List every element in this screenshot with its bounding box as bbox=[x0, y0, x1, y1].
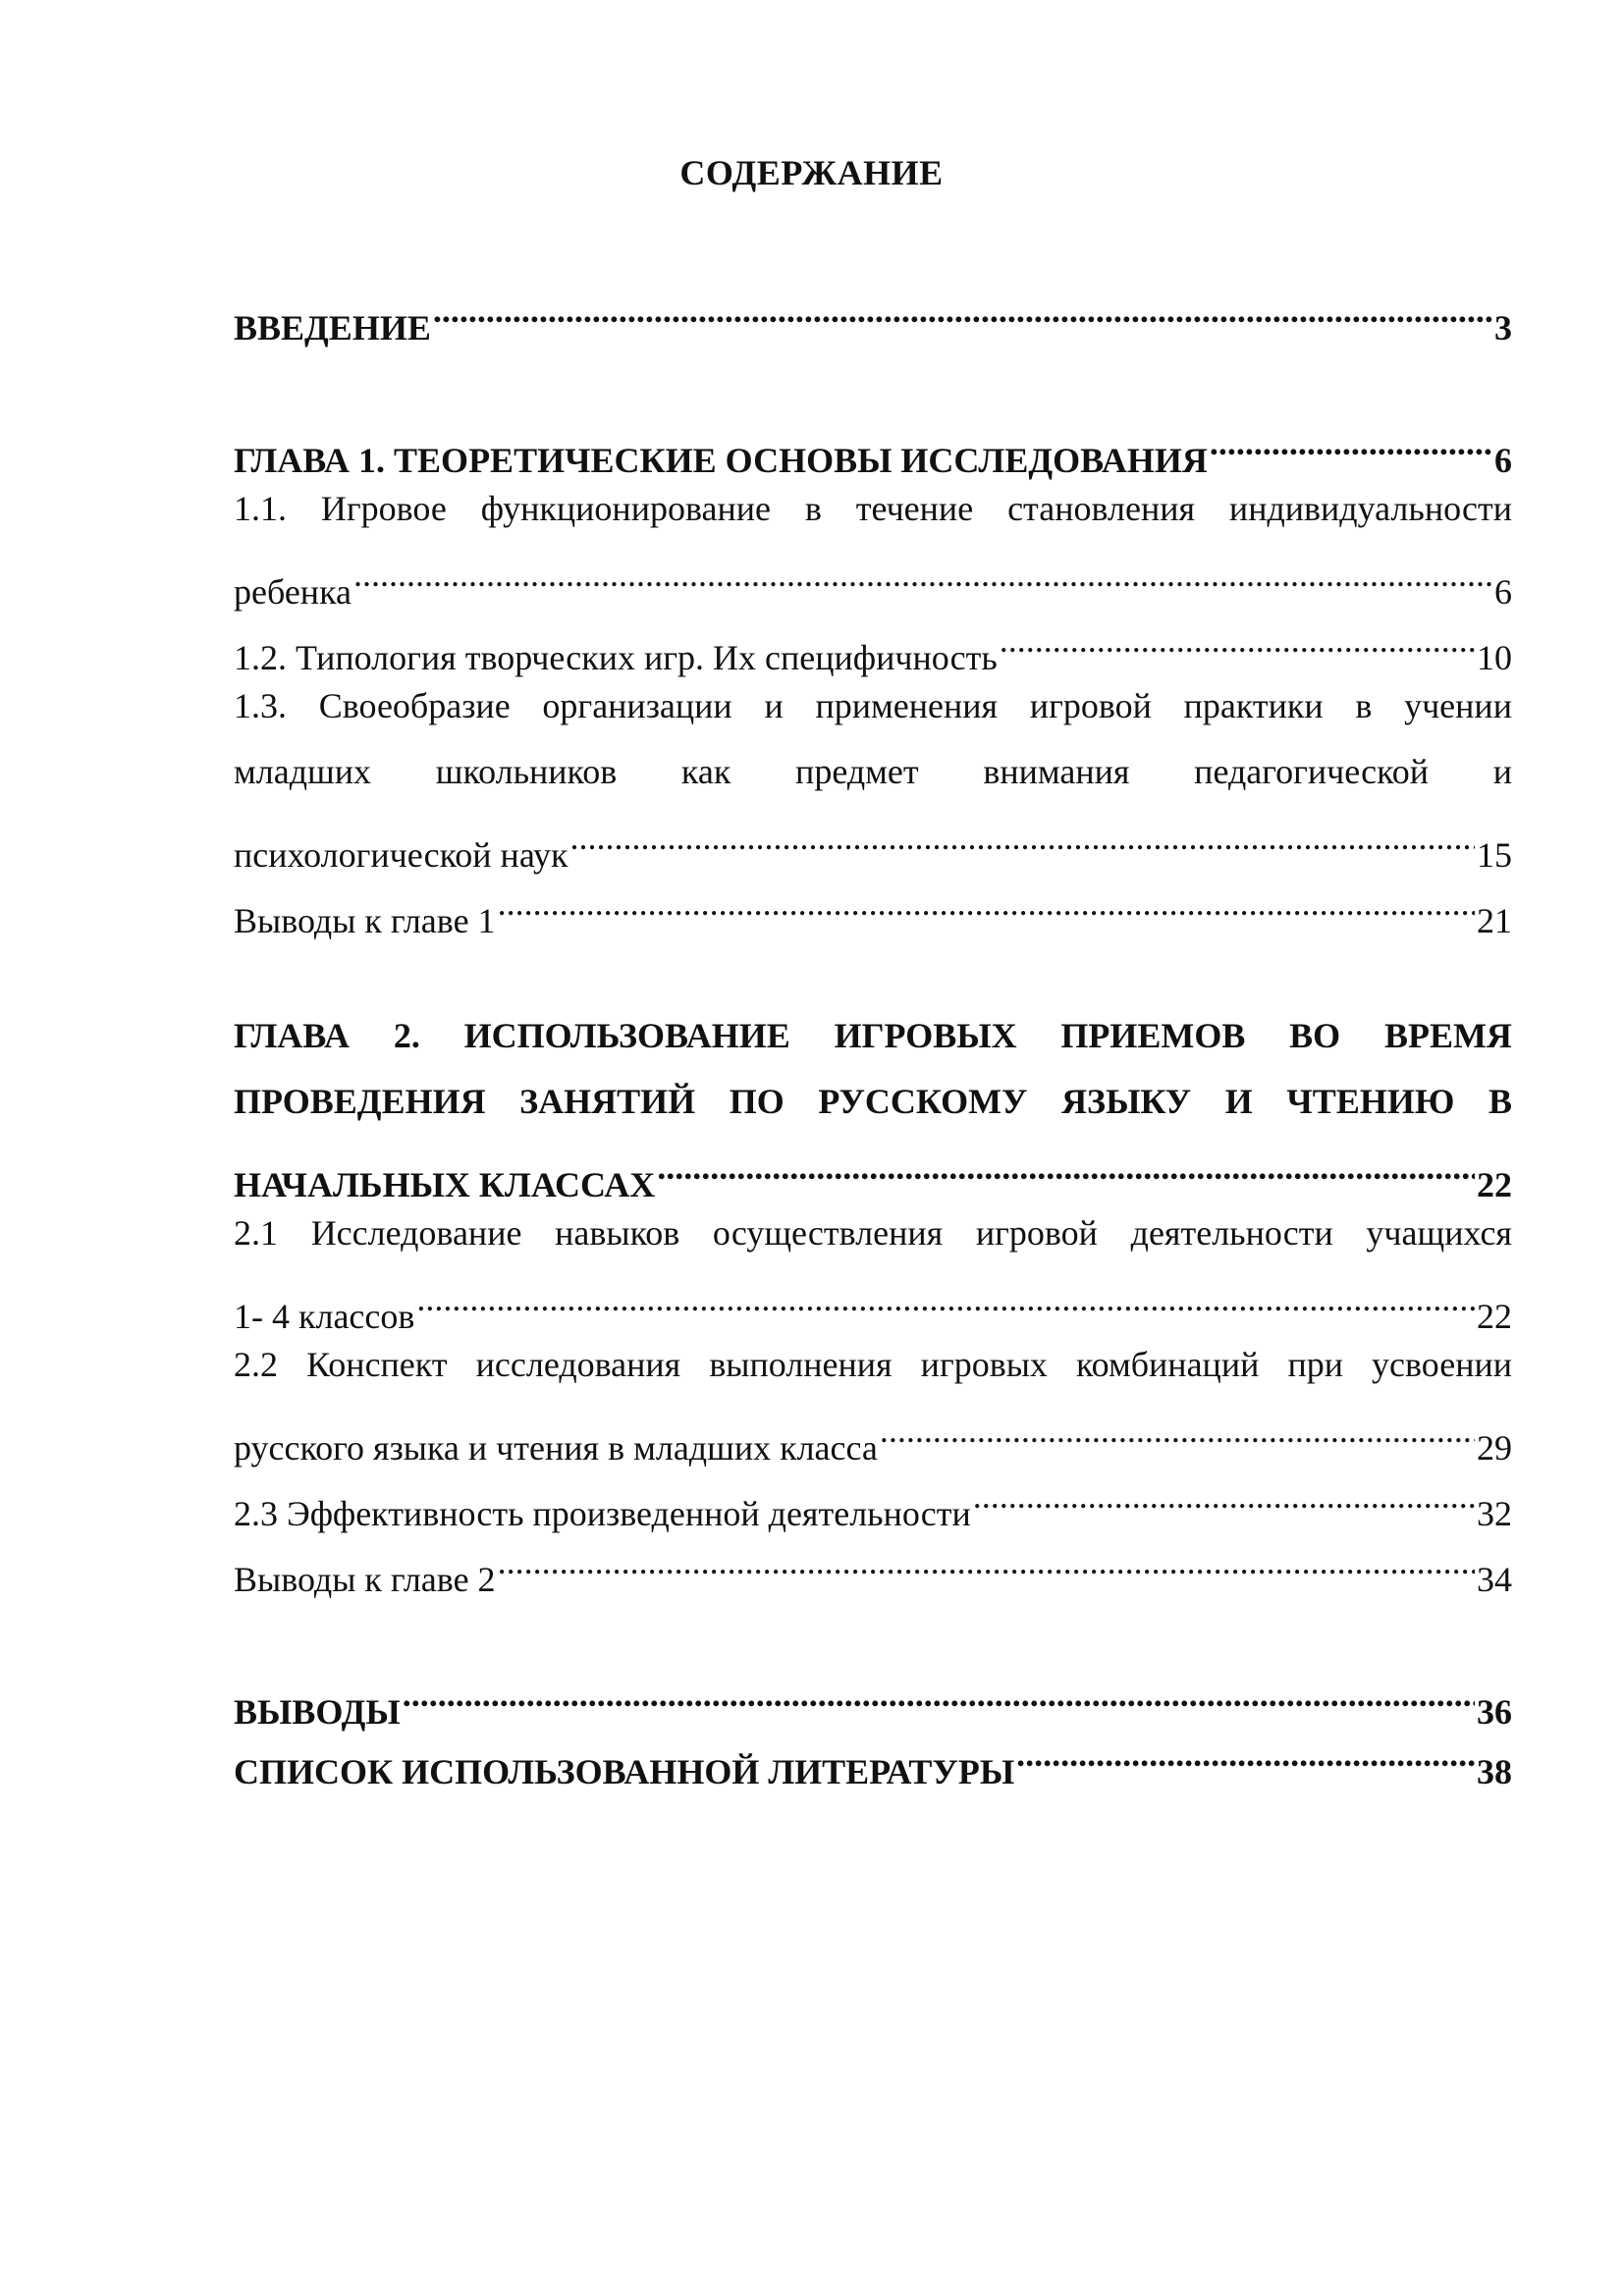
toc-entry-2-3[interactable] bbox=[234, 1467, 1512, 1533]
word: педагогической bbox=[1194, 752, 1430, 791]
word: Своеобразие bbox=[318, 686, 511, 725]
page-number: 22 bbox=[1477, 1297, 1512, 1336]
dot-leader bbox=[416, 1269, 1475, 1328]
toc-entry-1-3-line-2[interactable] bbox=[234, 742, 1512, 801]
word: игровых bbox=[920, 1345, 1048, 1384]
word: ИГРОВЫХ bbox=[834, 1016, 1017, 1055]
toc-entry-intro[interactable] bbox=[234, 281, 1512, 347]
toc-entry-text: 1- 4 классов bbox=[234, 1297, 415, 1336]
dot-leader bbox=[1210, 413, 1492, 472]
toc-entry-chapter-2-line-3[interactable] bbox=[234, 1138, 1512, 1204]
word: осуществления bbox=[712, 1213, 944, 1253]
page-number: 34 bbox=[1477, 1560, 1512, 1599]
word: как bbox=[680, 752, 731, 791]
word: ПО bbox=[729, 1082, 784, 1121]
toc-entry-text: НАЧАЛЬНЫХ КЛАССАХ bbox=[234, 1165, 656, 1204]
word: РУССКОМУ bbox=[818, 1082, 1028, 1121]
page-number: 38 bbox=[1477, 1752, 1512, 1791]
word: В bbox=[1488, 1082, 1512, 1121]
dot-leader bbox=[657, 1138, 1475, 1197]
word: при bbox=[1287, 1345, 1343, 1384]
page-number: 15 bbox=[1477, 835, 1512, 875]
toc-entry-text: Выводы к главе 1 bbox=[234, 901, 496, 940]
toc-entry-chapter-2-conclusions[interactable] bbox=[234, 1532, 1512, 1599]
toc-entry-2-2-line-1[interactable] bbox=[234, 1335, 1512, 1394]
word: функционирование bbox=[480, 489, 771, 528]
word: навыков bbox=[555, 1213, 680, 1253]
toc-entry-text: ребенка bbox=[234, 572, 352, 612]
word: и bbox=[1492, 752, 1512, 791]
word: деятельности bbox=[1130, 1213, 1333, 1253]
word: Исследование bbox=[310, 1213, 522, 1253]
page-number: 32 bbox=[1477, 1494, 1512, 1533]
page-number: 29 bbox=[1477, 1428, 1512, 1468]
word: ВО bbox=[1289, 1016, 1341, 1055]
word: исследования bbox=[475, 1345, 681, 1384]
word: ВРЕМЯ bbox=[1383, 1016, 1512, 1055]
dot-leader bbox=[433, 281, 1492, 340]
word: индивидуальности bbox=[1228, 489, 1512, 528]
toc-entry-2-1-line-1[interactable] bbox=[234, 1203, 1512, 1262]
toc-entry-chapter-2-line-1[interactable] bbox=[234, 1006, 1512, 1065]
word: ПРОВЕДЕНИЯ bbox=[234, 1082, 486, 1121]
dot-leader bbox=[1016, 1725, 1475, 1784]
word: ИСПОЛЬЗОВАНИЕ bbox=[463, 1016, 790, 1055]
page-number: 6 bbox=[1494, 441, 1512, 480]
toc-entry-1-1-line-2[interactable] bbox=[234, 545, 1512, 612]
page-number: 36 bbox=[1477, 1692, 1512, 1732]
toc-entry-chapter-1-conclusions[interactable] bbox=[234, 874, 1512, 940]
toc-entry-text: 2.3 Эффективность произведенной деятельности bbox=[234, 1494, 971, 1533]
word: в bbox=[804, 489, 822, 528]
word: ПРИЕМОВ bbox=[1060, 1016, 1246, 1055]
word: течение bbox=[855, 489, 974, 528]
word: 1.3. bbox=[234, 686, 287, 725]
dot-leader bbox=[353, 545, 1492, 604]
word: организации bbox=[542, 686, 732, 725]
word: практики bbox=[1183, 686, 1324, 725]
toc-entry-text: ВЫВОДЫ bbox=[234, 1692, 401, 1732]
toc-entry-1-1-line-1[interactable] bbox=[234, 479, 1512, 538]
toc-entry-text: психологической наук bbox=[234, 835, 568, 875]
word: ЗАНЯТИЙ bbox=[519, 1082, 696, 1121]
word: становления bbox=[1007, 489, 1196, 528]
toc-entry-text: 1.2. Типология творческих игр. Их специфичность bbox=[234, 638, 998, 677]
word: игровой bbox=[975, 1213, 1098, 1253]
word: внимания bbox=[983, 752, 1130, 791]
dot-leader bbox=[403, 1665, 1475, 1724]
word: в bbox=[1355, 686, 1373, 725]
toc-entry-chapter-2-line-2[interactable] bbox=[234, 1072, 1512, 1131]
word: ЧТЕНИЮ bbox=[1286, 1082, 1455, 1121]
toc-entry-1-3-line-3[interactable] bbox=[234, 808, 1512, 875]
page-number: 10 bbox=[1477, 638, 1512, 677]
word: предмет bbox=[795, 752, 919, 791]
word: школьников bbox=[435, 752, 618, 791]
dot-leader bbox=[498, 874, 1475, 933]
toc-entry-text: русского языка и чтения в младших класса bbox=[234, 1428, 878, 1468]
dot-leader bbox=[498, 1532, 1475, 1591]
word: ГЛАВА bbox=[234, 1016, 351, 1055]
dot-leader bbox=[569, 808, 1475, 867]
toc-entry-1-3-line-1[interactable] bbox=[234, 676, 1512, 735]
dot-leader bbox=[880, 1401, 1475, 1460]
word: Конспект bbox=[306, 1345, 448, 1384]
word: усвоении bbox=[1372, 1345, 1512, 1384]
toc-entry-text: ГЛАВА 1. ТЕОРЕТИЧЕСКИЕ ОСНОВЫ ИССЛЕДОВАНИЯ bbox=[234, 441, 1208, 480]
toc-entry-text: Выводы к главе 2 bbox=[234, 1560, 496, 1599]
word: комбинаций bbox=[1075, 1345, 1260, 1384]
page-number: 22 bbox=[1477, 1165, 1512, 1204]
word: применения bbox=[815, 686, 999, 725]
toc-entry-chapter-1[interactable] bbox=[234, 413, 1512, 480]
dot-leader bbox=[1000, 611, 1475, 669]
toc-entry-text: ВВЕДЕНИЕ bbox=[234, 308, 431, 347]
word: 2. bbox=[393, 1016, 420, 1055]
toc-entry-text: СПИСОК ИСПОЛЬЗОВАННОЙ ЛИТЕРАТУРЫ bbox=[234, 1752, 1015, 1791]
word: 2.1 bbox=[234, 1213, 278, 1253]
toc-entry-2-2-line-2[interactable] bbox=[234, 1401, 1512, 1468]
word: И bbox=[1224, 1082, 1253, 1121]
toc-entry-2-1-line-2[interactable] bbox=[234, 1269, 1512, 1336]
word: учении bbox=[1404, 686, 1512, 725]
page-title: СОДЕРЖАНИЕ bbox=[679, 153, 944, 192]
page-number: 3 bbox=[1494, 308, 1512, 347]
word: 1.1. bbox=[234, 489, 287, 528]
word: и bbox=[764, 686, 784, 725]
word: игровой bbox=[1029, 686, 1152, 725]
word: ЯЗЫКУ bbox=[1061, 1082, 1192, 1121]
page-number: 21 bbox=[1477, 901, 1512, 940]
word: Игровое bbox=[320, 489, 447, 528]
page-number: 6 bbox=[1494, 572, 1512, 612]
toc-entry-references[interactable] bbox=[234, 1725, 1512, 1791]
toc-entry-conclusions[interactable] bbox=[234, 1665, 1512, 1732]
word: учащихся bbox=[1366, 1213, 1512, 1253]
word: младших bbox=[234, 752, 372, 791]
toc-entry-1-2[interactable] bbox=[234, 611, 1512, 677]
word: 2.2 bbox=[234, 1345, 278, 1384]
dot-leader bbox=[973, 1467, 1475, 1525]
word: выполнения bbox=[709, 1345, 893, 1384]
